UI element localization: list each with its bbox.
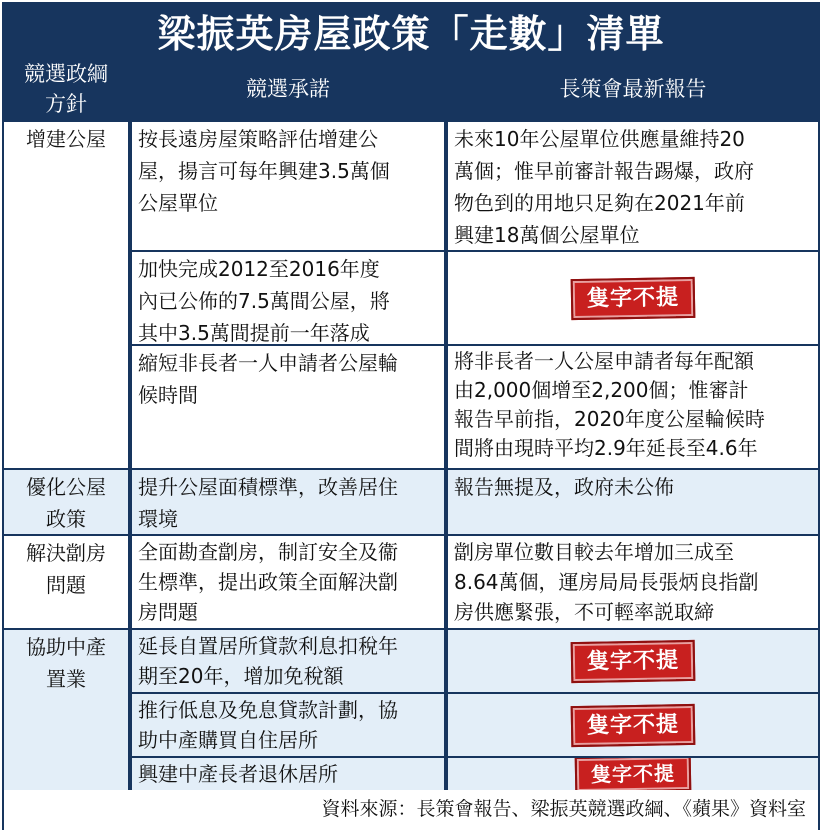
category-label-line-1: 優化公屋: [26, 475, 106, 499]
promise-line: 助中產購買自住居所: [138, 728, 318, 752]
report-line: 未來10年公屋單位供應量維持20: [454, 127, 745, 151]
report-cell: [448, 470, 818, 534]
promise-line: 推行低息及免息貸款計劃，協: [138, 698, 398, 722]
report-cell: [448, 252, 818, 344]
report-cell: [448, 758, 818, 790]
category-cell: [4, 122, 128, 468]
report-cell: [448, 122, 818, 250]
promise-cell: [132, 346, 444, 468]
report-line: 將非長者一人公屋申請者每年配額: [454, 349, 754, 373]
report-cell: [448, 346, 818, 468]
report-line: 興建18萬個公屋單位: [454, 223, 640, 247]
header-category: [4, 58, 128, 120]
promise-cell: [132, 536, 444, 628]
table-frame: [2, 2, 820, 830]
category-label-line-2: 問題: [46, 573, 86, 597]
header-report: 長策會最新報告: [559, 77, 707, 101]
report-cell: [448, 694, 818, 756]
report-line: 報告無提及，政府未公佈: [454, 475, 674, 499]
category-label-line-1: 協助中產: [26, 635, 106, 659]
not-mentioned-stamp: 隻字不提: [571, 639, 696, 682]
promise-line: 其中3.5萬間提前一年落成: [138, 321, 370, 344]
category-label-line-1: 解決劏房: [26, 541, 106, 565]
promise-line: 延長自置居所貸款利息扣稅年: [138, 634, 398, 658]
not-mentioned-stamp: 隻字不提: [575, 758, 692, 790]
report-line: 房供應緊張，不可輕率説取締: [454, 600, 714, 624]
report-line: 物色到的用地只足夠在2021年前: [454, 191, 745, 215]
promise-line: 公屋單位: [138, 191, 218, 215]
promise-line: 按長遠房屋策略評估增建公: [138, 127, 378, 151]
promise-cell: [132, 758, 444, 790]
promise-cell: [132, 252, 444, 344]
promise-line: 屋，揚言可每年興建3.5萬個: [138, 159, 390, 183]
report-cell: [448, 536, 818, 628]
promise-line: 全面勘查劏房，制訂安全及衞: [138, 540, 398, 564]
promise-cell: [132, 470, 444, 534]
promise-line: 期至20年，增加免稅額: [138, 664, 344, 688]
report-line: 萬個；惟早前審計報告踢爆，政府: [454, 159, 754, 183]
promise-line: 房問題: [138, 600, 198, 624]
report-cell: [448, 630, 818, 692]
report-line: 由2,000個增至2,200個；惟審計: [454, 378, 749, 402]
category-cell: [4, 470, 128, 534]
category-cell: [4, 630, 128, 790]
promise-line: 生標準，提出政策全面解決劏: [138, 570, 398, 594]
not-mentioned-stamp: 隻字不提: [571, 276, 696, 319]
report-line: 報告早前指，2020年度公屋輪候時: [454, 407, 765, 431]
category-label-line-2: 政策: [46, 507, 86, 531]
promise-line: 縮短非長者一人申請者公屋輪: [138, 351, 398, 375]
promise-cell: [132, 694, 444, 756]
report-line: 8.64萬個，運房局局長張炳良指劏: [454, 570, 759, 594]
header-category-line-2: 方針: [45, 92, 87, 116]
promise-line: 加快完成2012至2016年度: [138, 257, 380, 281]
report-line: 劏房單位數目較去年增加三成至: [454, 540, 734, 564]
promise-cell: [132, 630, 444, 692]
header-category-line-1: 競選政綱: [24, 62, 108, 86]
header-promise: 競選承諾: [246, 77, 330, 101]
promise-line: 提升公屋面積標準，改善居住: [138, 475, 398, 499]
promise-line: 候時間: [138, 383, 198, 407]
page-title: 梁振英房屋政策「走數」清單: [157, 10, 665, 56]
not-mentioned-stamp: 隻字不提: [571, 703, 696, 746]
promise-line: 興建中產長者退休居所: [138, 762, 338, 786]
promise-line: 內已公佈的7.5萬間公屋，將: [138, 289, 390, 313]
category-cell: [4, 536, 128, 628]
promise-cell: [132, 122, 444, 250]
source-note: 資料來源：長策會報告、梁振英競選政綱、《蘋果》資料室: [4, 790, 818, 830]
category-label: 增建公屋: [26, 127, 106, 151]
promise-line: 環境: [138, 507, 178, 531]
report-line: 間將由現時平均2.9年延長至4.6年: [454, 436, 758, 460]
category-label-line-2: 置業: [46, 667, 86, 691]
